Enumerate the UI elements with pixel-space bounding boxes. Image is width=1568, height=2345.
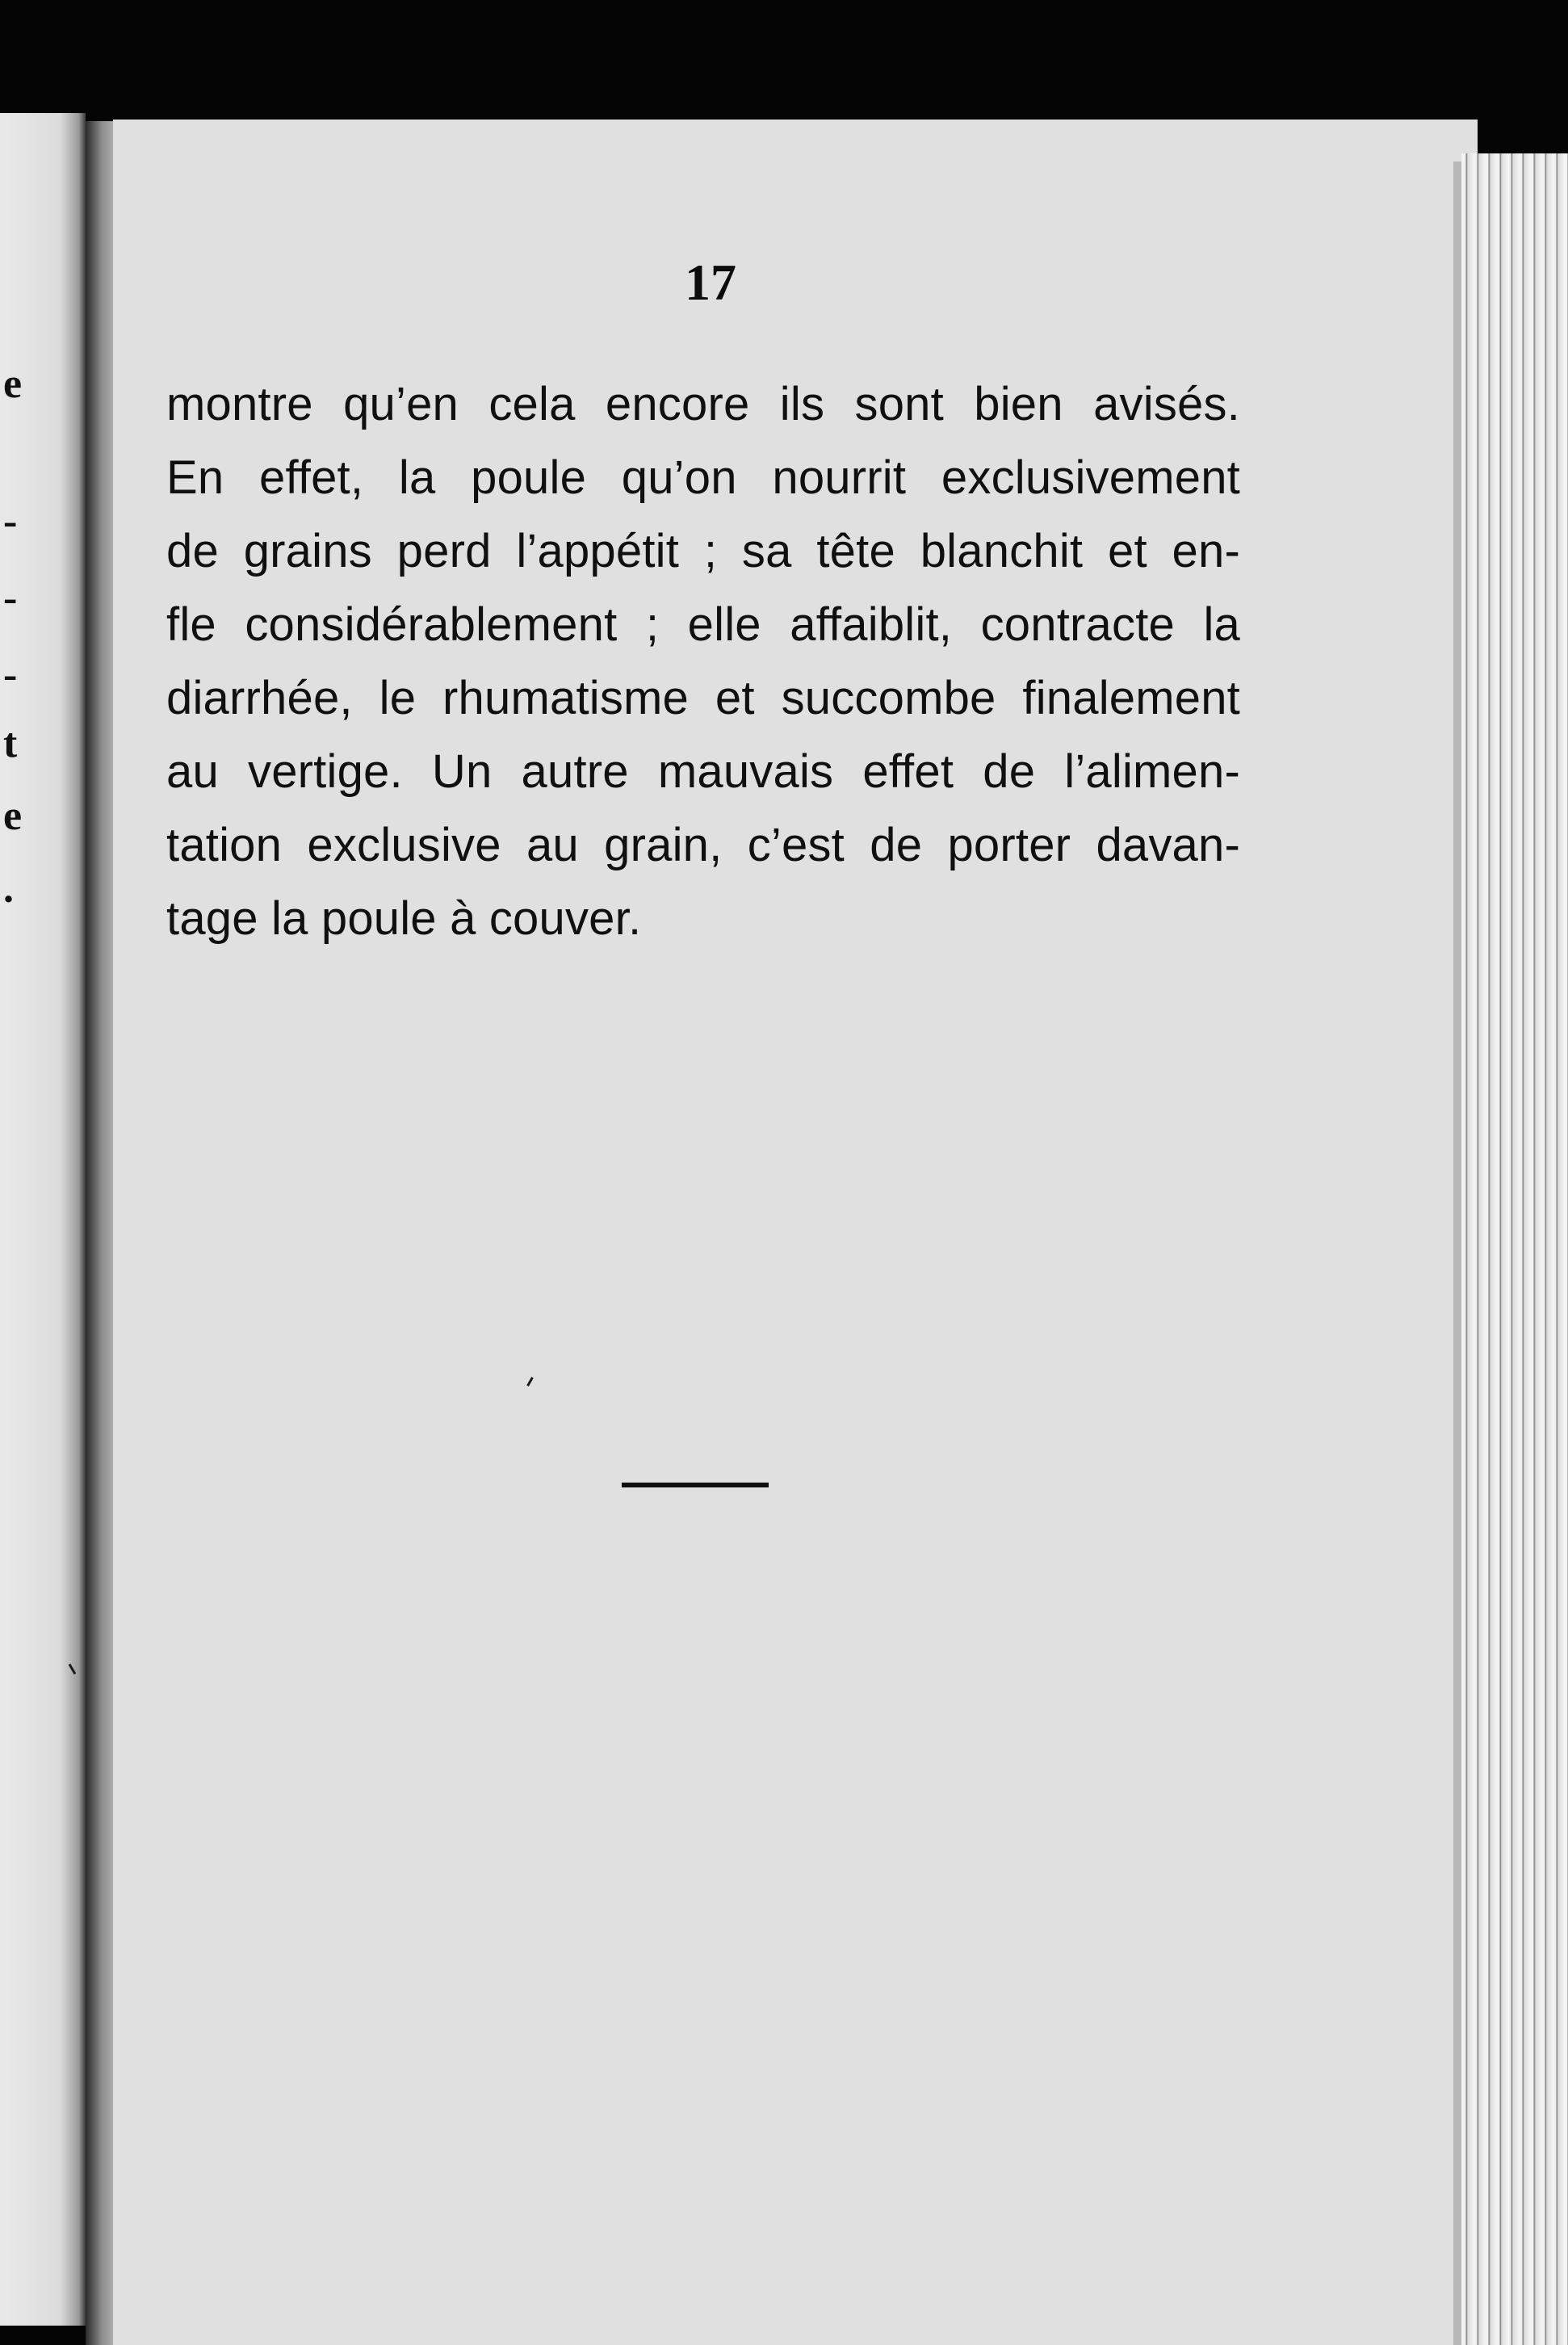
text-line: En effet, la poule qu’on nourrit exclusivement [166,451,1240,504]
page-number: 17 [685,254,736,311]
section-end-rule [622,1483,769,1487]
facing-page-fragment: e [3,361,23,407]
facing-page-fragment: t [3,720,18,766]
stacked-page-edges [1461,153,1568,2345]
facing-page-fragment: e [3,793,23,839]
text-line: tation exclusive au grain, c’est de porter davan- [166,819,1240,871]
facing-page-fragment: - [3,575,18,621]
facing-page-edge [0,113,86,2326]
text-line: montre qu’en cela encore ils sont bien avisés. [166,378,1240,430]
facing-page-fragment: - [3,498,18,544]
body-text [166,367,1240,955]
facing-page-fragment: . [3,866,14,912]
text-line: de grains perd l’appétit ; sa tête blanchit et en- [166,525,1240,577]
text-line: diarrhée, le rhumatisme et succombe finalement [166,672,1240,724]
facing-page-fragment: - [3,652,18,698]
text-line: fle considérablement ; elle affaiblit, contracte la [166,598,1240,651]
text-line: au vertige. Un autre mauvais effet de l’alimen- [166,745,1240,798]
text-line: tage la poule à couver. [166,892,642,945]
